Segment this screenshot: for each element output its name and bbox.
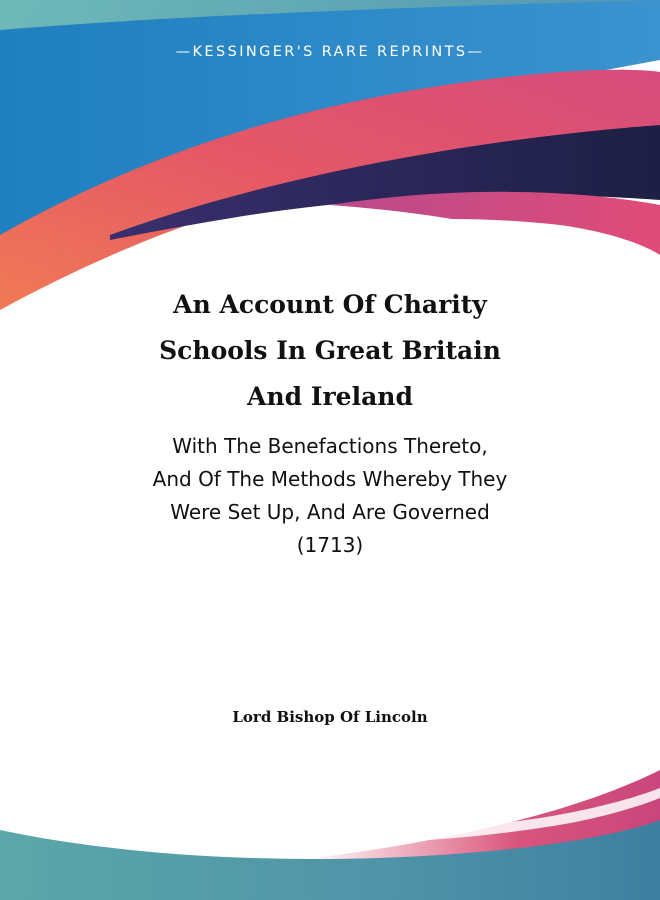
subtitle-line: (1713) — [296, 533, 364, 557]
book-subtitle — [90, 430, 570, 562]
book-title — [80, 282, 580, 420]
title-line: An Account Of Charity — [173, 290, 487, 319]
subtitle-line: And Of The Methods Whereby They — [152, 467, 508, 491]
subtitle-line: Were Set Up, And Are Governed — [170, 500, 490, 524]
subtitle-line: With The Benefactions Thereto, — [172, 434, 488, 458]
book-author: Lord Bishop Of Lincoln — [232, 708, 428, 726]
publisher-banner: —KESSINGER'S RARE REPRINTS— — [175, 44, 485, 60]
title-line: And Ireland — [247, 382, 413, 411]
title-line: Schools In Great Britain — [159, 336, 501, 365]
